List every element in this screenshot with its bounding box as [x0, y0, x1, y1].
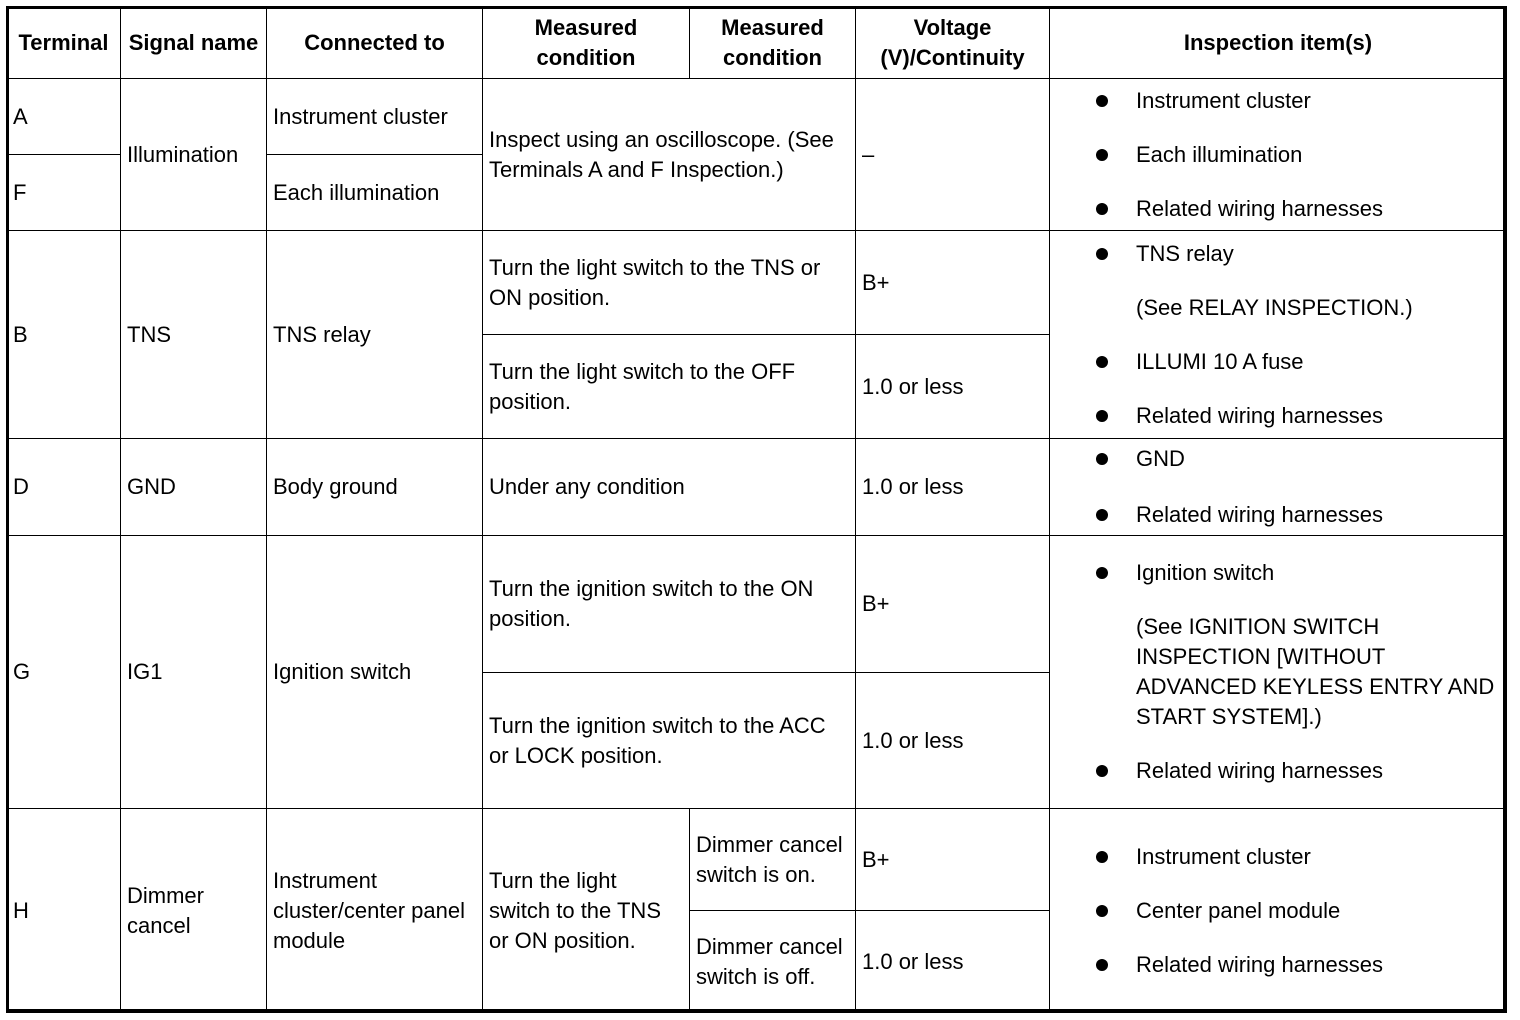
voltage-cell: –: [856, 79, 1050, 231]
condition-cell: Turn the ignition switch to the ON position.: [483, 536, 856, 673]
header-connected-to: Connected to: [267, 7, 483, 79]
connected-cell: Instrument cluster: [267, 79, 483, 155]
list-item: Center panel module: [1096, 896, 1500, 926]
terminal-cell: D: [7, 439, 121, 536]
list-note: (See IGNITION SWITCH INSPECTION [WITHOUT ADVANCED KEYLESS ENTRY AND START SYSTEM].): [1136, 614, 1495, 729]
header-inspection-items: Inspection item(s): [1050, 7, 1507, 79]
list-item: Related wiring harnesses: [1096, 401, 1500, 431]
header-measured-condition-2: Measured condition: [690, 7, 856, 79]
signal-cell: GND: [121, 439, 267, 536]
voltage-cell: B+: [856, 231, 1050, 335]
list-item: TNS relay: [1096, 239, 1500, 269]
signal-cell: IG1: [121, 536, 267, 809]
list-item: Instrument cluster: [1096, 842, 1500, 872]
voltage-cell: 1.0 or less: [856, 335, 1050, 439]
voltage-cell: 1.0 or less: [856, 439, 1050, 536]
voltage-cell: B+: [856, 536, 1050, 673]
header-terminal: Terminal: [7, 7, 121, 79]
list-item: Ignition switch: [1096, 558, 1500, 588]
header-measured-condition-1: Measured condition: [483, 7, 690, 79]
signal-cell: Dimmer cancel: [121, 809, 267, 1013]
condition-cell: Turn the ignition switch to the ACC or LOCK position.: [483, 673, 856, 809]
signal-cell: Illumination: [121, 79, 267, 231]
voltage-cell: B+: [856, 809, 1050, 911]
table-frame: [6, 6, 1506, 1012]
list-item: ILLUMI 10 A fuse: [1096, 347, 1500, 377]
list-item: Related wiring harnesses: [1096, 950, 1500, 980]
header-voltage: Voltage (V)/Continuity: [856, 7, 1050, 79]
list-item: Related wiring harnesses: [1096, 500, 1500, 530]
list-item: Related wiring harnesses: [1096, 194, 1500, 224]
voltage-cell: 1.0 or less: [856, 673, 1050, 809]
list-note: (See RELAY INSPECTION.): [1136, 294, 1413, 320]
condition-cell: Under any condition: [483, 439, 856, 536]
connected-cell: Ignition switch: [267, 536, 483, 809]
list-item: Related wiring harnesses: [1096, 756, 1500, 786]
connected-cell: TNS relay: [267, 231, 483, 439]
condition-cell: Inspect using an oscilloscope. (See Terminals A and F Inspection.): [483, 79, 856, 231]
header-signal-name: Signal name: [121, 7, 267, 79]
condition-cell: Turn the light switch to the OFF position.: [483, 335, 856, 439]
terminal-cell: G: [7, 536, 121, 809]
condition-cell: Turn the light switch to the TNS or ON position.: [483, 809, 690, 1013]
list-item: Instrument cluster: [1096, 86, 1500, 116]
terminal-cell: B: [7, 231, 121, 439]
connected-cell: Instrument cluster/center panel module: [267, 809, 483, 1013]
terminal-cell: H: [7, 809, 121, 1013]
terminal-cell: F: [7, 155, 121, 231]
signal-cell: TNS: [121, 231, 267, 439]
list-item: Each illumination: [1096, 140, 1500, 170]
sub-condition-cell: Dimmer cancel switch is off.: [690, 911, 856, 1013]
list-item: GND: [1096, 444, 1500, 474]
voltage-cell: 1.0 or less: [856, 911, 1050, 1013]
sub-condition-cell: Dimmer cancel switch is on.: [690, 809, 856, 911]
connected-cell: Each illumination: [267, 155, 483, 231]
terminal-cell: A: [7, 79, 121, 155]
connected-cell: Body ground: [267, 439, 483, 536]
condition-cell: Turn the light switch to the TNS or ON position.: [483, 231, 856, 335]
